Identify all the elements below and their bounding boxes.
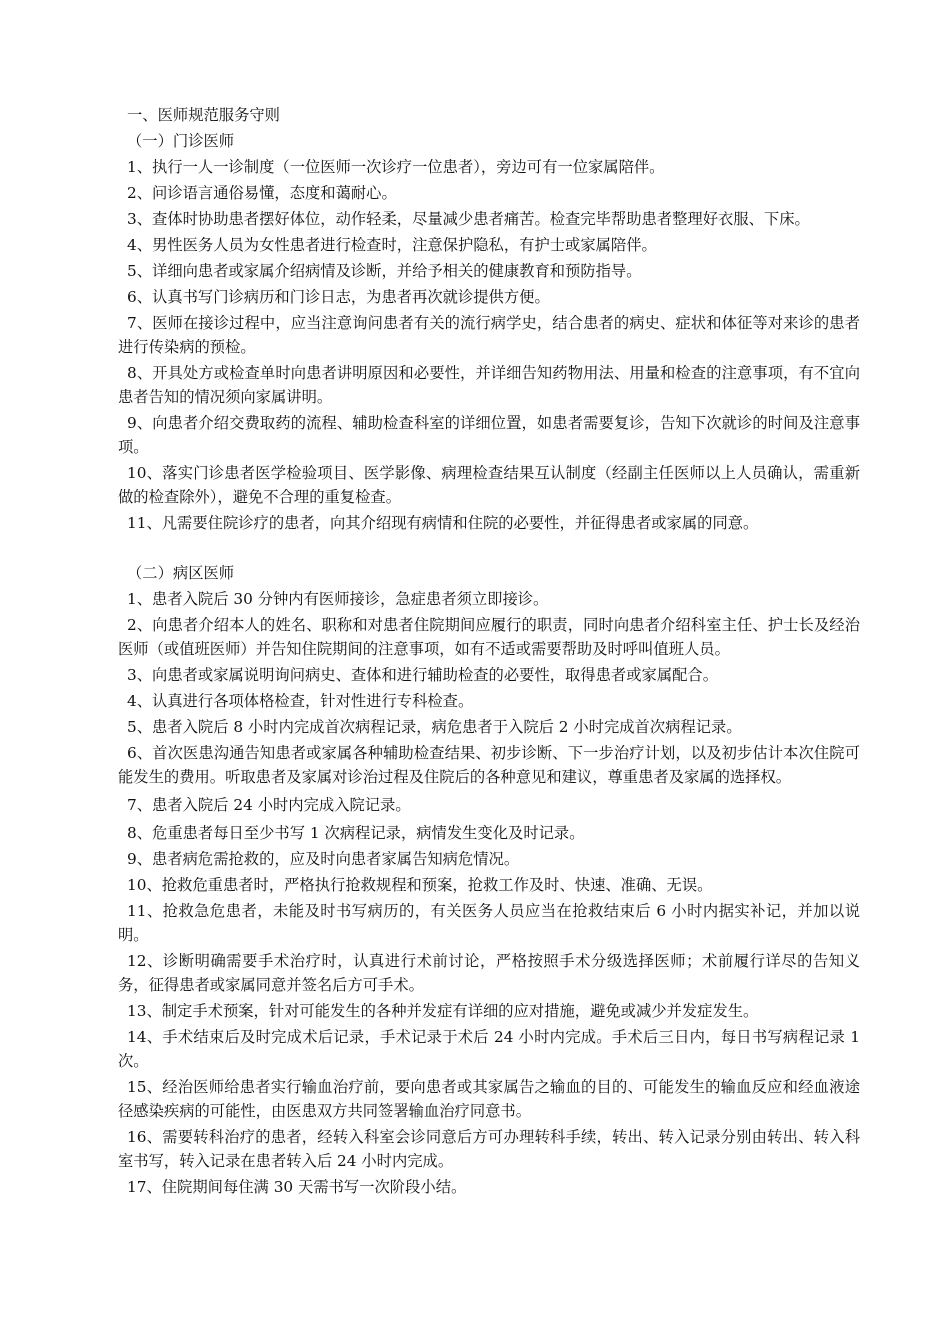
ward-item: 16、需要转科治疗的患者，经转入科室会诊同意后方可办理转科手续，转出、转入记录分别由转出、转入科室书写，转入记录在患者转入后 24 小时内完成。	[118, 1128, 860, 1170]
ward-item: 3、向患者或家属说明询问病史、查体和进行辅助检查的必要性，取得患者或家属配合。	[127, 666, 719, 684]
section-heading-outpatient: （一）门诊医师	[127, 132, 235, 150]
document-body	[118, 103, 860, 1201]
document-title: 一、医师规范服务守则	[127, 106, 280, 124]
ward-item: 5、患者入院后 8 小时内完成首次病程记录，病危患者于入院后 2 小时完成首次病程记录。	[127, 718, 742, 736]
ward-item: 17、住院期间每住满 30 天需书写一次阶段小结。	[127, 1178, 467, 1196]
outpatient-item: 5、详细向患者或家属介绍病情及诊断，并给予相关的健康教育和预防指导。	[127, 262, 642, 280]
ward-item: 13、制定手术预案，针对可能发生的各种并发症有详细的应对措施，避免或减少并发症发生。	[127, 1002, 759, 1020]
outpatient-item: 1、执行一人一诊制度（一位医师一次诊疗一位患者），旁边可有一位家属陪伴。	[127, 158, 665, 176]
outpatient-item: 4、男性医务人员为女性患者进行检查时，注意保护隐私，有护士或家属陪伴。	[127, 236, 657, 254]
section-spacer	[118, 537, 860, 561]
ward-item: 7、患者入院后 24 小时内完成入院记录。	[127, 796, 411, 814]
outpatient-item: 9、向患者介绍交费取药的流程、辅助检查科室的详细位置，如患者需要复诊，告知下次就诊的时间及注意事项。	[118, 414, 860, 456]
outpatient-item: 2、问诊语言通俗易懂，态度和蔼耐心。	[127, 184, 397, 202]
ward-item: 12、诊断明确需要手术治疗时，认真进行术前讨论，严格按照手术分级选择医师；术前履行详尽的告知义务，征得患者或家属同意并签名后方可手术。	[118, 952, 860, 994]
outpatient-item: 7、医师在接诊过程中，应当注意询问患者有关的流行病学史，结合患者的病史、症状和体征等对来诊的患者进行传染病的预检。	[118, 314, 860, 356]
ward-item: 2、向患者介绍本人的姓名、职称和对患者住院期间应履行的职责，同时向患者介绍科室主任、护士长及经治医师（或值班医师）并告知住院期间的注意事项，如有不适或需要帮助及时呼叫值班人员。	[118, 616, 860, 658]
ward-item: 8、危重患者每日至少书写 1 次病程记录，病情发生变化及时记录。	[127, 824, 585, 842]
ward-item: 10、抢救危重患者时，严格执行抢救规程和预案，抢救工作及时、快速、准确、无误。	[127, 876, 713, 894]
outpatient-item: 11、凡需要住院诊疗的患者，向其介绍现有病情和住院的必要性，并征得患者或家属的同意。	[127, 514, 759, 532]
section-heading-ward: （二）病区医师	[127, 564, 235, 582]
ward-item: 6、首次医患沟通告知患者或家属各种辅助检查结果、初步诊断、下一步治疗计划，以及初步估计本次住院可能发生的费用。听取患者及家属对诊治过程及住院后的各种意见和建议，尊重患者及家属的选择权。	[118, 744, 860, 786]
outpatient-item: 10、落实门诊患者医学检验项目、医学影像、病理检查结果互认制度（经副主任医师以上人员确认，需重新做的检查除外），避免不合理的重复检查。	[118, 464, 860, 506]
outpatient-item: 8、开具处方或检查单时向患者讲明原因和必要性，并详细告知药物用法、用量和检查的注意事项，有不宜向患者告知的情况须向家属讲明。	[118, 364, 860, 406]
ward-item: 11、抢救急危患者，未能及时书写病历的，有关医务人员应当在抢救结束后 6 小时内据实补记，并加以说明。	[118, 902, 860, 944]
ward-item: 14、手术结束后及时完成术后记录，手术记录于术后 24 小时内完成。手术后三日内，每日书写病程记录 1 次。	[118, 1028, 860, 1070]
ward-item: 1、患者入院后 30 分钟内有医师接诊，急症患者须立即接诊。	[127, 590, 549, 608]
outpatient-item: 3、查体时协助患者摆好体位，动作轻柔，尽量减少患者痛苦。检查完毕帮助患者整理好衣服、下床。	[127, 210, 810, 228]
outpatient-item: 6、认真书写门诊病历和门诊日志，为患者再次就诊提供方便。	[127, 288, 550, 306]
ward-item: 9、患者病危需抢救的，应及时向患者家属告知病危情况。	[127, 850, 520, 868]
ward-item: 4、认真进行各项体格检查，针对性进行专科检查。	[127, 692, 474, 710]
ward-item: 15、经治医师给患者实行输血治疗前，要向患者或其家属告之输血的目的、可能发生的输血反应和经血液途径感染疾病的可能性，由医患双方共同签署输血治疗同意书。	[118, 1078, 860, 1120]
